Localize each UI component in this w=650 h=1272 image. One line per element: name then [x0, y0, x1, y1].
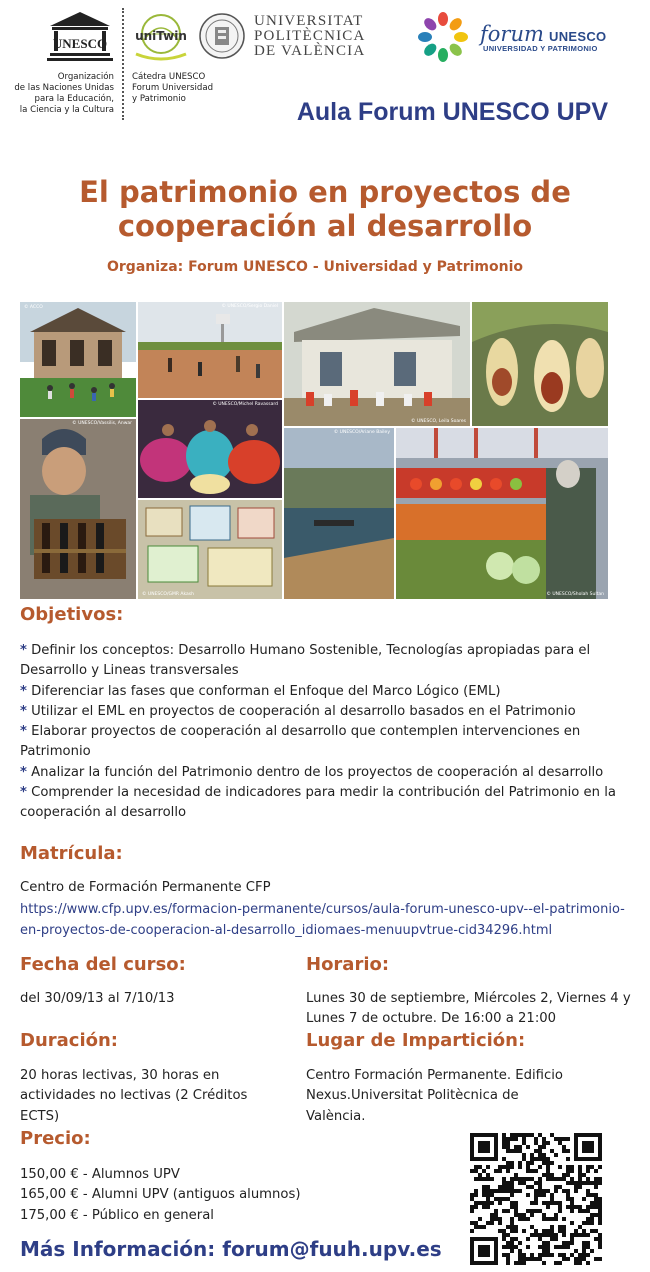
forum-hands-logo-icon — [416, 10, 470, 64]
organizer-line: Organiza: Forum UNESCO - Universidad y Patrimonio — [107, 259, 523, 275]
matricula-link[interactable]: https://www.cfp.upv.es/formacion-permanente/cursos/aula-forum-unesco-upv--el-patrimonio-en-proyectos-de-cooperacion-al-desarrollo_idiomaes-menuupvtrue-cid34296.html — [20, 902, 625, 938]
photo-credit: © UNESCO/GMR Akash — [142, 592, 194, 597]
list-item: * Comprender la necesidad de indicadores para medir la contribución del Patrimonio en la cooperación al desarrollo — [20, 785, 616, 821]
photo-field-gathering — [138, 302, 282, 398]
objetivos-list — [20, 641, 620, 824]
list-item: * Definir los conceptos: Desarrollo Humano Sostenible, Tecnologías apropiadas para el Desarrollo y Lineas transversales — [20, 643, 591, 679]
unitwin-wordmark: uniTwin — [135, 29, 187, 43]
photo-credit: © UNESCO, Leila Soares — [411, 419, 466, 424]
unesco-wordmark: UNESCO — [52, 36, 108, 51]
matricula-heading: Matrícula: — [20, 843, 123, 864]
matricula-center: Centro de Formación Permanente CFP — [20, 880, 271, 895]
duracion-heading: Duración: — [20, 1030, 118, 1051]
qr-code-icon[interactable] — [470, 1133, 602, 1265]
photo-date-palm — [472, 302, 608, 426]
photo-credit: © UNESCO/Sholah Sultan — [546, 592, 604, 597]
list-item: * Analizar la función del Patrimonio dentro de los proyectos de cooperación al desarrollo — [20, 764, 604, 780]
photo-credit: © UNESCO/Michel Ravassard — [212, 402, 278, 407]
photo-dancers — [138, 400, 282, 498]
photo-collage — [20, 302, 608, 599]
aula-title: Aula Forum UNESCO UPV — [296, 98, 608, 126]
upv-name: UNIVERSITAT POLITÈCNICA DE VALÈNCIA — [254, 13, 366, 59]
horario-heading: Horario: — [306, 954, 390, 975]
list-item: 150,00 € - Alumnos UPV — [20, 1167, 180, 1182]
list-item: 165,00 € - Alumni UPV (antiguos alumnos) — [20, 1187, 301, 1203]
unitwin-logo — [130, 10, 192, 66]
unesco-caption: Organización de las Naciones Unidas para la Educación, la Ciencia y la Cultura — [14, 72, 114, 115]
precio-list — [20, 1165, 300, 1226]
page-title: El patrimonio en proyectos de cooperación al desarrollo — [79, 175, 571, 243]
photo-painted-house — [20, 302, 136, 417]
list-item: * Utilizar el EML en proyectos de cooperación al desarrollo basados en el Patrimonio — [20, 703, 576, 719]
fecha-value: del 30/09/13 al 7/10/13 — [20, 991, 175, 1006]
list-item: * Elaborar proyectos de cooperación al desarrollo que contemplen intervenciones en Patrimonio — [20, 724, 581, 760]
photo-credit: © UNESCO/Sergio Daniel — [221, 304, 278, 309]
unesco-logo — [44, 10, 116, 68]
forum-brand-subtitle: UNIVERSIDAD Y PATRIMONIO — [483, 44, 598, 53]
photo-credit: © UNESCO/Vassilis, Anwar — [72, 421, 132, 426]
more-info-contact[interactable]: Más Información: forum@fuuh.upv.es — [20, 1237, 442, 1261]
upv-seal-icon — [198, 12, 246, 60]
list-item: * Diferenciar las fases que conforman el Enfoque del Marco Lógico (EML) — [20, 683, 501, 699]
list-item: 175,00 € - Público en general — [20, 1207, 214, 1223]
photo-river-landscape — [284, 428, 394, 599]
photo-classroom-posters — [138, 500, 282, 599]
precio-heading: Precio: — [20, 1128, 91, 1149]
photo-market-stall — [396, 428, 608, 599]
lugar-heading: Lugar de Impartición: — [306, 1030, 526, 1051]
lugar-value: Centro Formación Permanente. Edificio Nexus.Universitat Politècnica de València. — [306, 1068, 563, 1124]
duracion-value: 20 horas lectivas, 30 horas en actividades no lectivas (2 Créditos ECTS) — [20, 1068, 248, 1124]
unitwin-caption: Cátedra UNESCO Forum Universidad y Patrimonio — [132, 72, 214, 104]
fecha-heading: Fecha del curso: — [20, 954, 186, 975]
photo-boy-bottles — [20, 419, 136, 599]
header-divider — [122, 8, 124, 120]
photo-credit: © ACCO — [24, 305, 43, 310]
photo-credit: © UNESCO/Ariane Bailey — [333, 430, 390, 435]
objetivos-heading: Objetivos: — [20, 604, 124, 625]
forum-unesco-brand: forum UNESCO — [480, 22, 607, 46]
horario-value: Lunes 30 de septiembre, Miércoles 2, Viernes 4 y Lunes 7 de octubre. De 16:00 a 21:00 — [306, 991, 631, 1027]
photo-school-children — [284, 302, 470, 426]
